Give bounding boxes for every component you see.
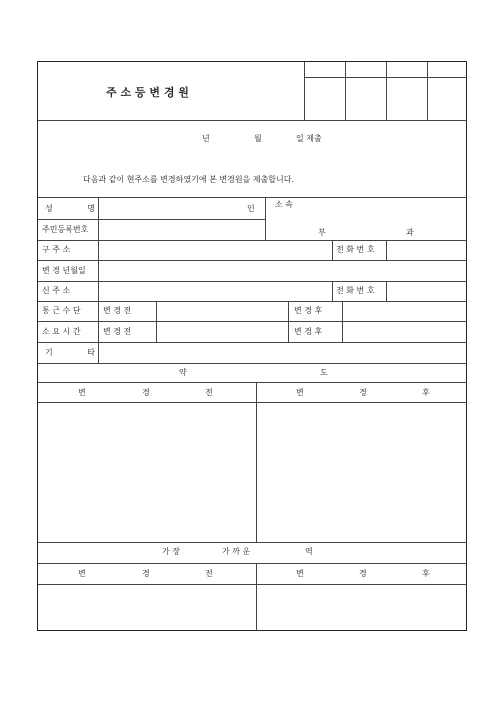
station-title-3: 역	[305, 547, 313, 556]
phone-label-divider	[332, 240, 333, 260]
map-before-area[interactable]	[38, 403, 255, 541]
old-address-field[interactable]	[99, 241, 331, 260]
time-before-label: 변 경 전	[103, 327, 132, 336]
station-before-char-2: 경	[142, 569, 150, 578]
commute-label: 통 근 수 단	[42, 306, 81, 315]
time-after-label: 변 경 후	[294, 327, 323, 336]
affiliation-section: 과	[406, 228, 414, 237]
approval-box-2[interactable]	[346, 78, 386, 120]
name-field[interactable]	[99, 198, 264, 219]
change-date-label: 변 경 년월일	[42, 266, 86, 275]
form-title: 주 소 등 변 경 원	[106, 86, 189, 99]
affiliation-dept: 부	[318, 228, 326, 237]
seal-mark: 인	[247, 204, 255, 213]
station-after-char-2: 경	[359, 569, 367, 578]
row-line	[38, 382, 467, 383]
change-date-field[interactable]	[99, 261, 467, 281]
approval-box-3[interactable]	[387, 78, 427, 120]
resident-no-field[interactable]	[99, 220, 264, 239]
travel-time-label: 소 요 시 간	[42, 327, 81, 336]
old-phone-label: 전 화 번 호	[336, 245, 375, 254]
commute-before-field[interactable]	[157, 302, 287, 321]
new-phone-field[interactable]	[387, 282, 467, 301]
map-before-char-3: 전	[205, 388, 213, 397]
old-phone-field[interactable]	[387, 241, 467, 260]
map-after-char-2: 경	[359, 388, 367, 397]
affiliation-field[interactable]	[266, 212, 467, 239]
time-after-field[interactable]	[343, 322, 467, 342]
commute-after-field[interactable]	[343, 302, 467, 321]
resident-no-label: 주민등록번호	[42, 225, 89, 234]
station-title-2: 가 까 운	[222, 547, 251, 556]
map-title-2: 도	[320, 368, 328, 377]
approval-box-4[interactable]	[428, 78, 467, 120]
new-address-label: 신 주 소	[42, 286, 71, 295]
row-line	[38, 563, 467, 564]
station-after-char-1: 변	[296, 569, 304, 578]
station-before-field[interactable]	[38, 585, 255, 630]
time-before-field[interactable]	[157, 322, 287, 342]
new-address-field[interactable]	[99, 282, 331, 301]
intro-text: 다음과 같이 현주소를 변경하였기에 본 변경원을 제출합니다.	[83, 175, 294, 184]
map-after-char-3: 후	[422, 388, 430, 397]
other-label: 기 타	[45, 348, 95, 357]
station-title-1: 가 장	[162, 547, 180, 556]
map-after-area[interactable]	[257, 403, 467, 541]
name-label: 성 명	[45, 204, 95, 213]
station-before-char-1: 변	[78, 569, 86, 578]
date-month: 월	[254, 134, 262, 143]
row-line	[38, 363, 467, 364]
other-field[interactable]	[99, 343, 467, 363]
station-before-char-3: 전	[205, 569, 213, 578]
date-day-submitted: 일 제출	[296, 134, 322, 143]
map-title-1: 약	[179, 368, 187, 377]
station-after-char-3: 후	[422, 569, 430, 578]
station-after-field[interactable]	[257, 585, 467, 630]
affiliation-label: 소 속	[275, 200, 293, 209]
header-bottom-line	[38, 120, 467, 121]
commute-before-label: 변 경 전	[103, 306, 132, 315]
address-change-form	[37, 61, 467, 631]
map-after-char-1: 변	[296, 388, 304, 397]
phone-label-divider	[332, 281, 333, 301]
old-address-label: 구 주 소	[42, 245, 71, 254]
new-phone-label: 전 화 번 호	[336, 286, 375, 295]
commute-after-label: 변 경 후	[294, 306, 323, 315]
date-year: 년	[202, 134, 210, 143]
map-before-char-1: 변	[78, 388, 86, 397]
map-before-char-2: 경	[142, 388, 150, 397]
approval-box-1[interactable]	[305, 78, 345, 120]
row-line	[38, 542, 467, 543]
